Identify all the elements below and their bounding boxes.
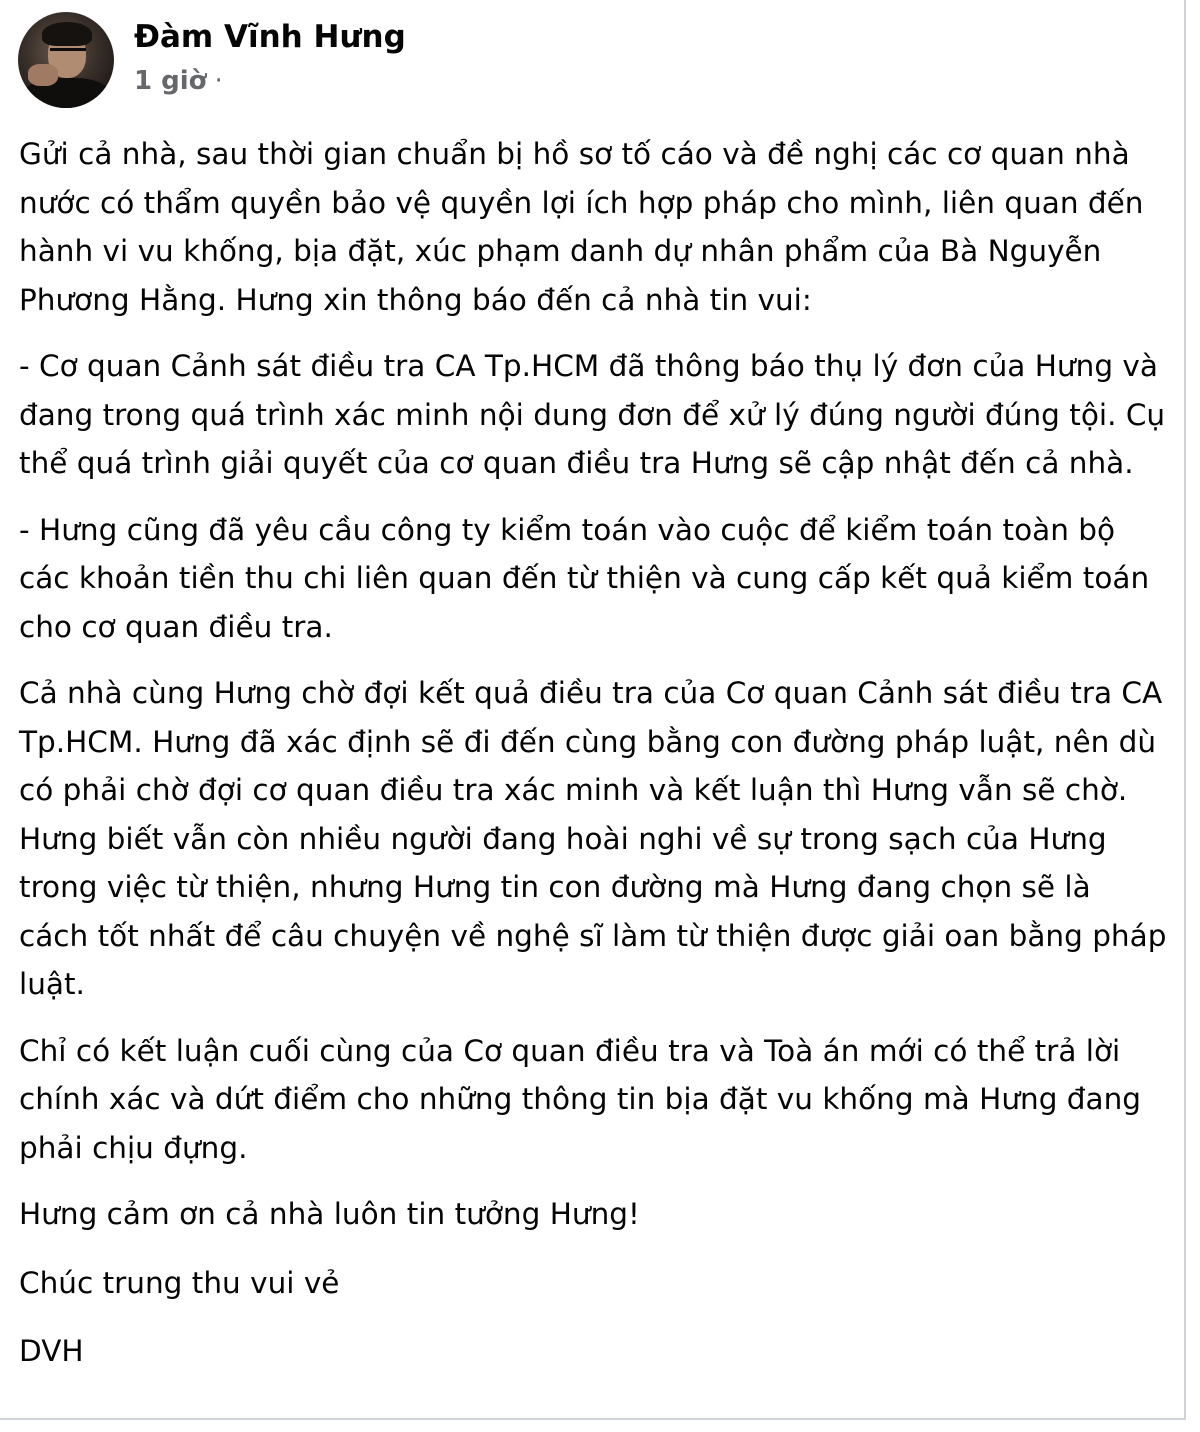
post-body xyxy=(19,130,1169,1396)
post-paragraph: Chỉ có kết luận cuối cùng của Cơ quan điều tra và Toà án mới có thể trả lời chính xác và dứt điểm cho những thông tin bịa đặt vu khống mà Hưng đang phải chịu đựng. xyxy=(19,1033,1142,1165)
post-paragraph: Gửi cả nhà, sau thời gian chuẩn bị hồ sơ tố cáo và đề nghị các cơ quan nhà nước có thẩm quyền bảo vệ quyền lợi ích hợp pháp cho mình, liên quan đến hành vi vu khống, bịa đặt, xúc phạm danh dự nhân phẩm của Bà Nguyễn Phương Hằng. Hưng xin thông báo đến cả nhà tin vui: xyxy=(19,137,1144,317)
avatar-glasses xyxy=(50,48,86,59)
author-name[interactable]: Đàm Vĩnh Hưng xyxy=(134,19,406,55)
privacy-separator: · xyxy=(214,66,223,96)
post-paragraph: Cả nhà cùng Hưng chờ đợi kết quả điều tra của Cơ quan Cảnh sát điều tra CA Tp.HCM. Hưng đã xác định sẽ đi đến cùng bằng con đường pháp luật, nên dù có phải chờ đợi cơ quan điều tra xác minh và kết luận thì Hưng vẫn sẽ chờ. Hưng biết vẫn còn nhiều người đang hoài nghi về sự trong sạch của Hưng trong việc từ thiện, nhưng Hưng tin con đường mà Hưng đang chọn sẽ là cách tốt nhất để câu chuyện về nghệ sĩ làm từ thiện được giải oan bằng pháp luật. xyxy=(19,676,1167,1001)
post-subline xyxy=(134,64,406,98)
post-paragraph: Chúc trung thu vui vẻ xyxy=(19,1265,340,1300)
avatar-hand xyxy=(28,64,58,86)
post-paragraph: - Hưng cũng đã yêu cầu công ty kiểm toán vào cuộc để kiểm toán toàn bộ các khoản tiền thu chi liên quan đến từ thiện và cung cấp kết quả kiểm toán cho cơ quan điều tra. xyxy=(19,512,1150,644)
author-avatar[interactable] xyxy=(18,12,114,108)
post-header xyxy=(18,12,406,112)
post-meta xyxy=(134,12,406,98)
post-timestamp[interactable]: 1 giờ xyxy=(134,66,207,96)
post-paragraph: Hưng cảm ơn cả nhà luôn tin tưởng Hưng! xyxy=(19,1197,640,1231)
avatar-hair xyxy=(42,22,92,46)
post-signature: DVH xyxy=(19,1334,84,1368)
post-paragraph: - Cơ quan Cảnh sát điều tra CA Tp.HCM đã thông báo thụ lý đơn của Hưng và đang trong quá trình xác minh nội dung đơn để xử lý đúng người đúng tội. Cụ thể quá trình giải quyết của cơ quan điều tra Hưng sẽ cập nhật đến cả nhà. xyxy=(19,349,1166,480)
